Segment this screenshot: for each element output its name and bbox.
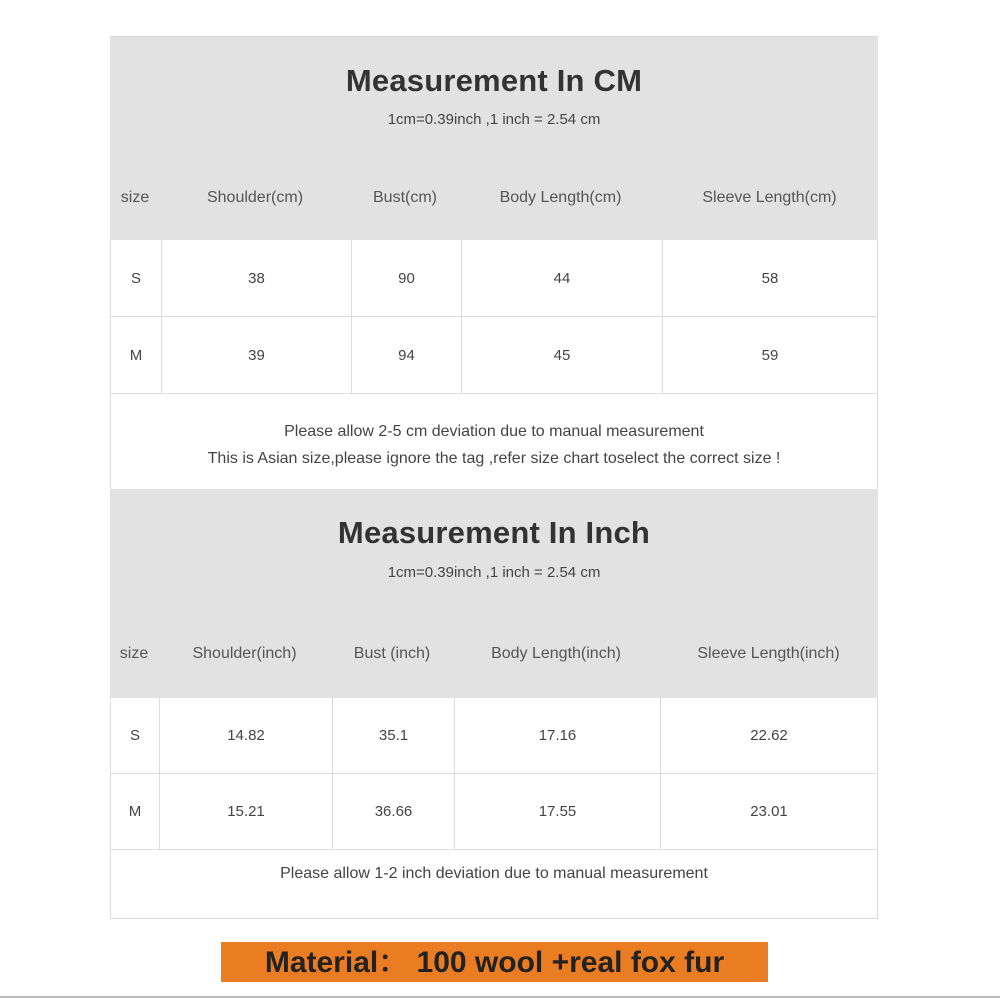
cell-sleeve-length: 59 xyxy=(662,317,877,393)
table-row xyxy=(111,240,877,317)
column-header-body-length: Body Length(cm) xyxy=(499,189,622,206)
cell-bust: 90 xyxy=(351,240,461,316)
cell-sleeve-length: 22.62 xyxy=(660,698,877,773)
cell-shoulder: 14.82 xyxy=(159,698,332,773)
cell-shoulder: 38 xyxy=(161,240,351,316)
cell-body-length: 17.55 xyxy=(454,774,660,849)
column-header-bust: Bust (inch) xyxy=(353,645,431,662)
column-header-size: size xyxy=(119,645,149,662)
column-header-shoulder: Shoulder(cm) xyxy=(206,189,304,206)
cell-shoulder: 15.21 xyxy=(159,774,332,849)
cm-deviation-note: Please allow 2-5 cm deviation due to manual measurement xyxy=(284,423,704,440)
column-header-body-length: Body Length(inch) xyxy=(491,645,621,662)
cell-bust: 36.66 xyxy=(332,774,454,849)
cell-bust: 35.1 xyxy=(332,698,454,773)
column-header-sleeve-length: Sleeve Length(inch) xyxy=(697,645,840,662)
column-header-size: size xyxy=(120,189,150,206)
inch-table-body xyxy=(110,698,878,919)
inch-chart-subtitle: 1cm=0.39inch ,1 inch = 2.54 cm xyxy=(387,564,601,581)
cell-size: S xyxy=(130,269,141,287)
inch-chart-header xyxy=(110,489,878,698)
cm-chart-title: Measurement In CM xyxy=(345,63,643,98)
inch-deviation-note: Please allow 1-2 inch deviation due to manual measurement xyxy=(280,865,708,882)
inch-column-headers xyxy=(110,639,878,669)
cm-chart-subtitle: 1cm=0.39inch ,1 inch = 2.54 cm xyxy=(387,111,601,128)
column-header-bust: Bust(cm) xyxy=(373,189,437,206)
cell-size: M xyxy=(128,803,142,820)
inch-size-chart xyxy=(110,489,878,919)
cell-body-length: 44 xyxy=(461,240,662,316)
cell-size: S xyxy=(129,727,140,744)
asian-size-note: This is Asian size,please ignore the tag ,refer size chart toselect the correct size ! xyxy=(207,450,781,467)
cell-sleeve-length: 58 xyxy=(662,240,877,316)
table-row xyxy=(111,774,877,850)
cell-sleeve-length: 23.01 xyxy=(660,774,877,849)
table-row xyxy=(111,317,877,394)
column-header-shoulder: Shoulder(inch) xyxy=(192,645,297,662)
column-header-sleeve-length: Sleeve Length(cm) xyxy=(702,189,837,206)
cell-body-length: 45 xyxy=(461,317,662,393)
cm-size-chart xyxy=(110,36,878,489)
cell-body-length: 17.16 xyxy=(454,698,660,773)
table-row xyxy=(111,698,877,774)
cm-column-headers xyxy=(110,183,878,213)
cell-bust: 94 xyxy=(351,317,461,393)
material-banner: Material： 100 wool +real fox fur xyxy=(221,942,768,982)
bottom-divider xyxy=(0,996,1000,998)
cm-table-body xyxy=(110,240,878,489)
cell-size: M xyxy=(129,346,143,364)
inch-chart-title: Measurement In Inch xyxy=(337,515,651,550)
cm-chart-header xyxy=(110,36,878,240)
cell-shoulder: 39 xyxy=(161,317,351,393)
